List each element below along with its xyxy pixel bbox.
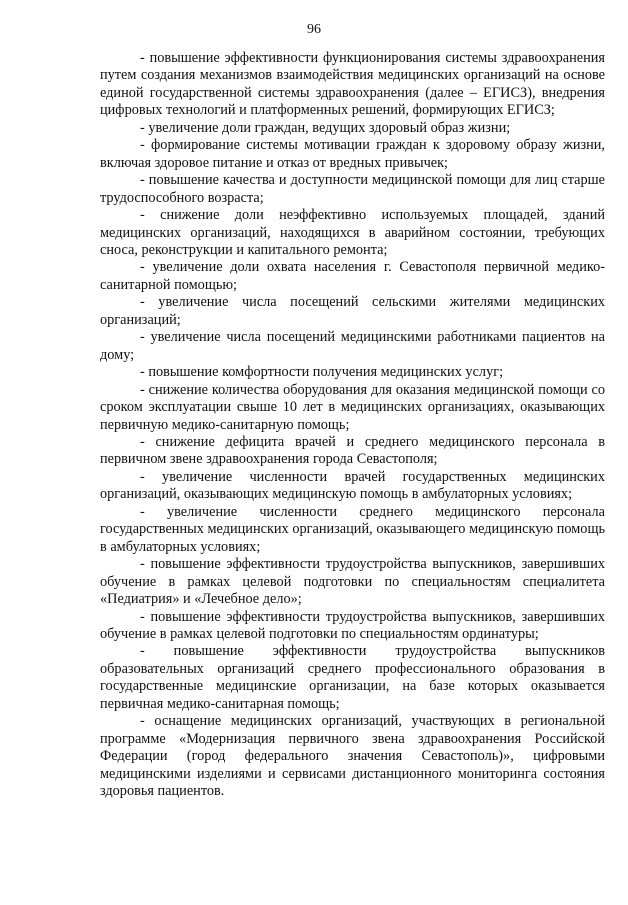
list-item: - снижение количества оборудования для оказания медицинской помощи со сроком эксплуатации свыше 10 лет в медицинских организациях, оказывающих первичную медико-санитарную помощь; xyxy=(100,381,605,433)
list-item: - повышение эффективности трудоустройства выпускников, завершивших обучение в рамках целевой подготовки по специальностям ординатуры; xyxy=(100,608,605,642)
list-item: - увеличение численности среднего медицинского персонала государственных медицинских организаций, оказывающего медицинскую помощь в амбулаторных условиях; xyxy=(100,503,605,555)
list-item: - повышение эффективности трудоустройства выпускников, завершивших обучение в рамках целевой подготовки по специальностям специалитета «Педиатрия» и «Лечебное дело»; xyxy=(100,556,605,608)
list-item: - увеличение числа посещений медицинскими работниками пациентов на дому; xyxy=(100,329,605,363)
list-item: - повышение эффективности функционирования системы здравоохранения путем создания механизмов взаимодействия медицинских организаций на основе единой государственной системы здравоохранения (далее – ЕГИСЗ), внедрения цифровых технологий и платформенных решений, формирующих ЕГИСЗ; xyxy=(100,50,605,119)
list-item: - повышение качества и доступности медицинской помощи для лиц старше трудоспособного возраста; xyxy=(100,172,605,206)
list-item: - повышение комфортности получения медицинских услуг; xyxy=(140,364,504,381)
page-number: 96 xyxy=(307,22,321,37)
list-item: - повышение эффективности трудоустройства выпускников образовательных организаций среднего профессионального образования в государственные медицинские организации, на базе которых оказывается первичная медико-санитарная помощь; xyxy=(100,643,605,712)
list-item: - формирование системы мотивации граждан к здоровому образу жизни, включая здоровое питание и отказ от вредных привычек; xyxy=(100,137,605,171)
document-body xyxy=(100,50,605,800)
list-item: - снижение доли неэффективно используемых площадей, зданий медицинских организаций, находящихся в аварийном состоянии, требующих сноса, реконструкции и капитального ремонта; xyxy=(100,207,605,258)
list-item: - снижение дефицита врачей и среднего медицинского персонала в первичном звене здравоохранения города Севастополя; xyxy=(100,433,605,468)
list-item: - увеличение численности врачей государственных медицинских организаций, оказывающих медицинскую помощь в амбулаторных условиях; xyxy=(100,468,605,503)
list-item: - увеличение доли граждан, ведущих здоровый образ жизни; xyxy=(140,119,511,136)
list-item: - увеличение доли охвата населения г. Севастополя первичной медико-санитарной помощью; xyxy=(100,259,605,293)
list-item: - увеличение числа посещений сельскими жителями медицинских организаций; xyxy=(100,294,605,328)
list-item: - оснащение медицинских организаций, участвующих в региональной программе «Модернизация первичного звена здравоохранения Российской Федерации (город федерального значения Севастополь)», цифровыми медицинскими изделиями и сервисами дистанционного мониторинга состояния здоровья пациентов. xyxy=(100,713,605,800)
